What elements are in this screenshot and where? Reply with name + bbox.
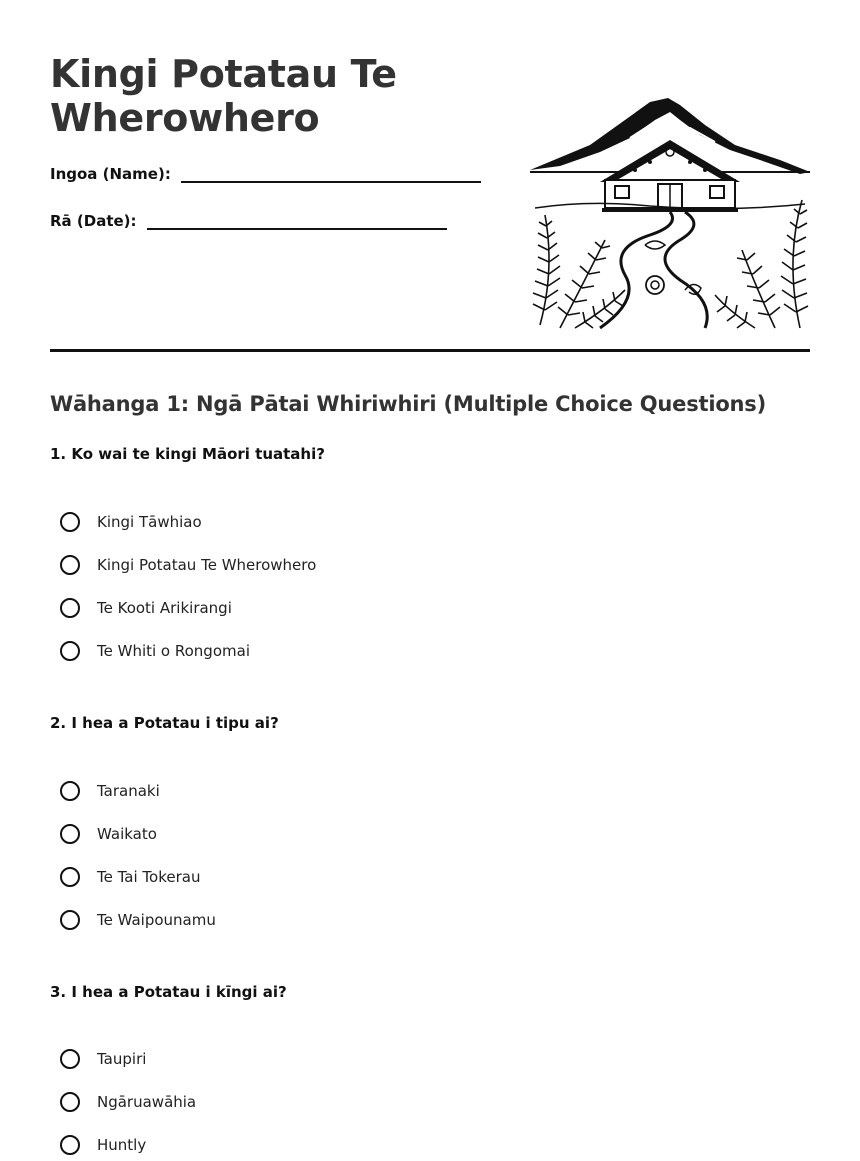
worksheet-page bbox=[50, 0, 810, 1161]
radio-button[interactable] bbox=[60, 867, 80, 887]
question-1: 1. Ko wai te kingi Māori tuatahi? bbox=[50, 445, 325, 463]
name-input-line[interactable] bbox=[181, 165, 481, 183]
radio-button[interactable] bbox=[60, 910, 80, 930]
option-label: Te Tai Tokerau bbox=[97, 868, 201, 886]
question-2: 2. I hea a Potatau i tipu ai? bbox=[50, 714, 279, 732]
q2-option-1[interactable] bbox=[60, 778, 160, 804]
option-label: Te Kooti Arikirangi bbox=[97, 599, 232, 617]
q3-option-3[interactable] bbox=[60, 1132, 146, 1158]
question-3: 3. I hea a Potatau i kīngi ai? bbox=[50, 983, 287, 1001]
radio-button[interactable] bbox=[60, 1049, 80, 1069]
option-label: Huntly bbox=[97, 1136, 147, 1154]
q1-option-1[interactable] bbox=[60, 509, 202, 535]
radio-button[interactable] bbox=[60, 641, 80, 661]
option-label: Ngāruawāhia bbox=[97, 1093, 197, 1111]
date-label: Rā (Date): bbox=[50, 212, 137, 230]
wharenui-illustration-icon bbox=[530, 90, 810, 330]
option-label: Kingi Potatau Te Wherowhero bbox=[97, 556, 317, 574]
option-label: Te Whiti o Rongomai bbox=[97, 642, 250, 660]
option-label: Taupiri bbox=[97, 1050, 147, 1068]
radio-button[interactable] bbox=[60, 598, 80, 618]
option-label: Te Waipounamu bbox=[97, 911, 216, 929]
radio-button[interactable] bbox=[60, 781, 80, 801]
q2-option-3[interactable] bbox=[60, 864, 200, 890]
header-divider bbox=[50, 349, 810, 352]
name-field bbox=[50, 165, 481, 183]
q1-option-2[interactable] bbox=[60, 552, 316, 578]
q1-option-4[interactable] bbox=[60, 638, 250, 664]
option-label: Taranaki bbox=[97, 782, 160, 800]
radio-button[interactable] bbox=[60, 1092, 80, 1112]
section-title: Wāhanga 1: Ngā Pātai Whiriwhiri (Multiple Choice Questions) bbox=[50, 392, 767, 416]
q2-option-2[interactable] bbox=[60, 821, 157, 847]
q2-option-4[interactable] bbox=[60, 907, 216, 933]
q3-option-2[interactable] bbox=[60, 1089, 196, 1115]
date-field bbox=[50, 212, 447, 230]
option-label: Kingi Tāwhiao bbox=[97, 513, 202, 531]
option-label: Waikato bbox=[97, 825, 157, 843]
radio-button[interactable] bbox=[60, 824, 80, 844]
q1-option-3[interactable] bbox=[60, 595, 232, 621]
name-label: Ingoa (Name): bbox=[50, 165, 171, 183]
radio-button[interactable] bbox=[60, 555, 80, 575]
worksheet-title: Kingi Potatau Te Wherowhero bbox=[50, 52, 397, 140]
radio-button[interactable] bbox=[60, 512, 80, 532]
radio-button[interactable] bbox=[60, 1135, 80, 1155]
q3-option-1[interactable] bbox=[60, 1046, 146, 1072]
date-input-line[interactable] bbox=[147, 212, 447, 230]
